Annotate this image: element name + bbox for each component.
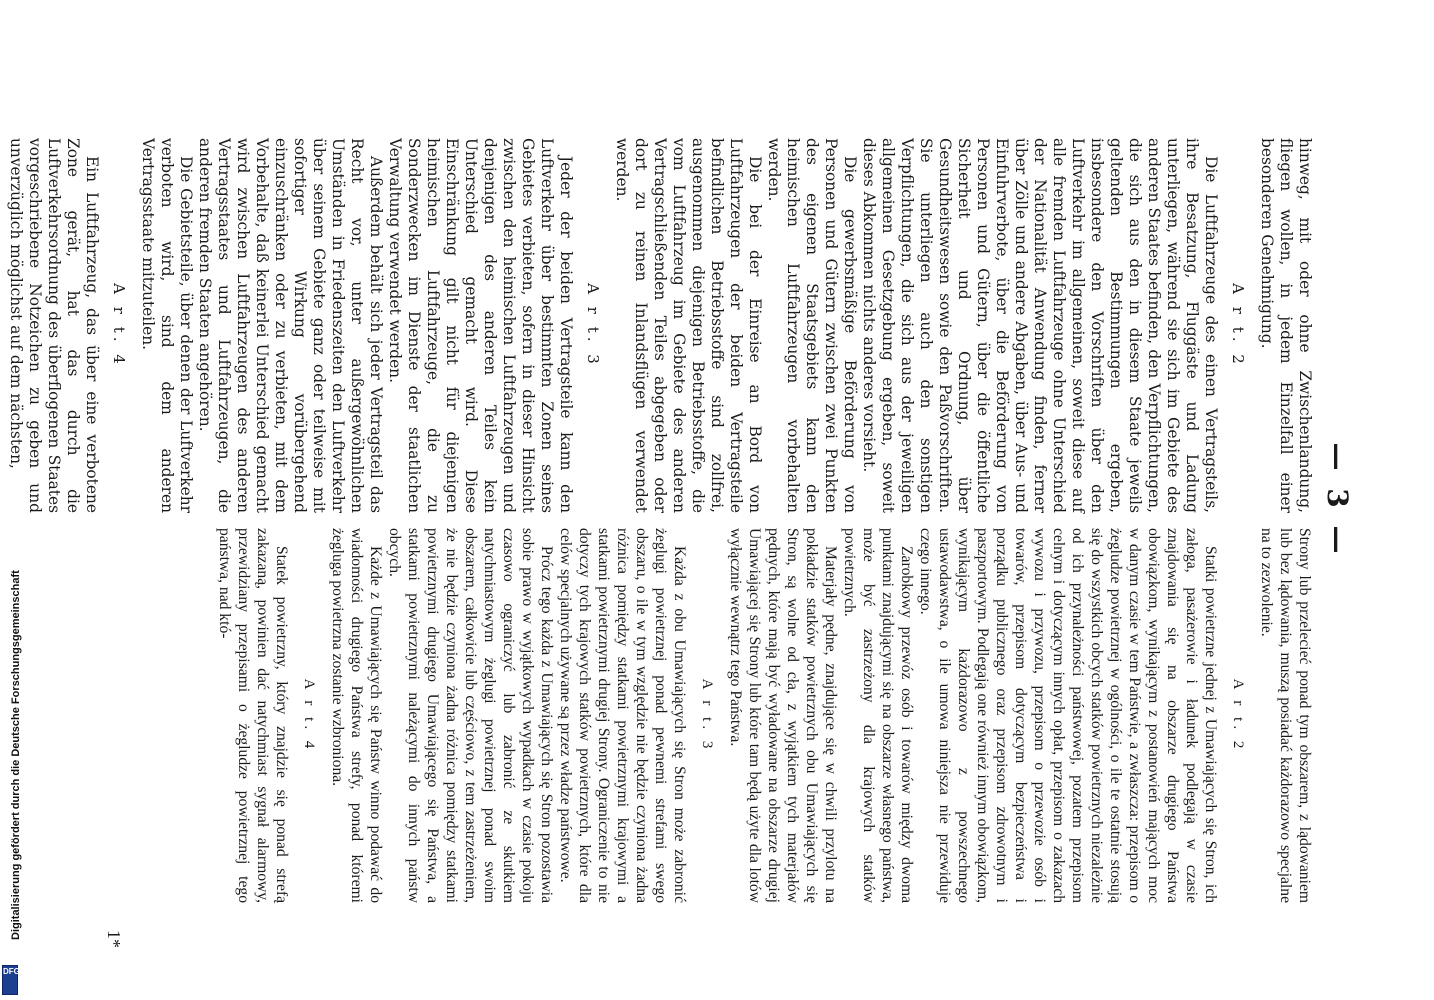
polish-art2-heading: A r t. 2 — [1230, 678, 1246, 753]
german-column — [6, 138, 1314, 513]
german-art2-paragraph-2: Die gewerbsmäßige Beförderung von Personen und Gütern zwischen zwei Punkten des eigenen Staatsgebiets kann den heimischen Luftfahrzeugen vorbehalten werden. — [765, 138, 859, 513]
polish-art3-paragraph-1: Każda z obu Umawiających się Stron może zabronić żeglugi powietrznej ponad pewnemi strefami swego obszaru, o ile w tym względzie nie będzie czyniona żadna różnica pomiędzy statkami powietrznymi krajowymi a statkami powietrznymi drugiej Strony. Ograniczenie to nie dotyczy tych krajowych statków powietrznych, które dla celów specjalnych używane są przez władze państwowe. — [557, 528, 688, 903]
german-art2-paragraph-3: Die bei der Einreise an Bord von Luftfahrzeugen der beiden Vertragsteile befindlichen Betriebsstoffe sind zollfrei, ausgenommen diejenigen Betriebsstoffe, die vom Luftfahrzeug im Gebiete des anderen Vertragschließenden Teiles abgegeben oder dort zu reinen Inlandsflügen verwendet werden. — [613, 138, 764, 513]
german-art3-paragraph-2: Außerdem behält sich jeder Vertragsteil das Recht vor, unter außergewöhnlichen Umständen in Friedenszeiten den Luftverkehr über seinem Gebiete ganz oder teilweise mit sofortiger Wirkung vorübergehend einzuschränken oder zu verbieten, mit dem Vorbehalte, daß keinerlei Unterschied gemacht wird zwischen Luftfahrzeugen des anderen Vertragsstaates und Luftfahrzeugen, die anderen fremden Staaten angehören. — [196, 138, 385, 513]
german-art3-paragraph-3: Die Gebietsteile, über denen der Luftverkehr verboten wird, sind dem anderen Vertragsstaate mitzuteilen. — [139, 138, 195, 513]
page-number: — 3 — — [1321, 442, 1354, 558]
polish-intro: Strony lub przelecieć ponad tym obszarem, z lądowaniem lub bez lądowania, muszą posiadać każdorazowo specjalne na to zezwolenie. — [1258, 528, 1313, 903]
polish-art2-paragraph-3: Materjały pędne, znajdujące się w chwili przylotu na pokładzie statków powietrznych obu Umawiających się Stron, są wolne od cła, z wyjątkiem tych materjałów pędnych, które mają być wyładowane na obszarze drugiej Umawiającej się Strony lub które tam będą użyte dla lotów wyłącznie wewnątrz tego Państwa. — [727, 528, 839, 903]
polish-art2-paragraph-1: Statki powietrzne jednej z Umawiających się Stron, ich załoga, pasażerowie i ładunek podlegają w czasie znajdowania się na obszarze drugiego Państwa obowiązkom, wynikającym z postanowień mających moc w danym czasie w tem Państwie, a zwłaszcza: przepisom o żegludze powietrznej w ogólności, o ile te ostatnie stosują się do wszystkich obcych statków powietrznych niezależnie od ich przynależności państwowej, pozatem przepisom celnym i dotyczącym innych opłat, przepisom o zakazach wywozu i przywozu, przepisom o przewozie osób i towarów, przepisom dotyczącym bezpieczeństwa i porządku publicznego oraz przepisom zdrowotnym i paszportowym. Podlegają one również innym obowiązkom, wynikającym każdorazowo z powszechnego ustawodawstwa, o ile umowa niniejsza nie przewiduje czego innego. — [917, 528, 1219, 903]
polish-art3-paragraph-3: Każde z Umawiających się Państw winno podawać do wiadomości drugiego Państwa strefy, ponad któremi żegluga powietrzna zostanie wzbroniona. — [329, 528, 384, 903]
german-art2-paragraph-1: Die Luftfahrzeuge des einen Vertragsteils, ihre Besatzung, Fluggäste und Ladung unterliegen, während sie sich im Gebiete des anderen Staates befinden, den Verpflichtungen, die sich aus den in diesem Staate jeweils geltenden Bestimmungen ergeben, insbesondere den Vorschriften über den Luftverkehr im allgemeinen, soweit diese auf alle fremden Luftfahrzeuge ohne Unterschied der Nationalität Anwendung finden, ferner über Zölle und andere Abgaben, über Aus- und Einfuhrverbote, über die Beförderung von Personen und Gütern, über die öffentliche Sicherheit und Ordnung, über Gesundheitswesen sowie den Paßvorschriften. Sie unterliegen auch den sonstigen Verpflichtungen, die sich aus der jeweiligen allgemeinen Gesetzgebung ergeben, soweit dieses Abkommen nichts anderes vorsieht. — [860, 138, 1220, 513]
digitization-note: Digitalisierung gefördert durch die Deutsche Forschungsgemeinschaft — [10, 570, 22, 940]
polish-art3-paragraph-2: Prócz tego każda z Umawiających się Stron pozostawia sobie prawo w wyjątkowych wypadkach w czasie pokoju czasowo ograniczyć lub zabronić ze skutkiem natychmiastowym żeglugi powietrznej ponad swoim obszarem, całkowicie lub częściowo, z tem zastrzeżeniem, że nie będzie czyniona żadna różnica pomiędzy statkami powietrznymi drugiego Umawiającego się Państwa, a statkami powietrznymi należącymi do innych państw obcych. — [386, 528, 555, 903]
polish-column — [215, 528, 1314, 903]
polish-art2-paragraph-2: Zarobkowy przewóz osób i towarów między dwoma punktami znajdującymi się na obszarze własnego państwa, może być zastrzeżony dla krajowych statków powietrznych. — [841, 528, 915, 903]
dfg-logo-text: DFG — [3, 967, 20, 976]
german-intro: hinweg, mit oder ohne Zwischenlandung, fliegen wollen, in jedem Einzelfall einer besonderen Genehmigung. — [1258, 138, 1314, 513]
polish-art4-heading: A r t. 4 — [301, 678, 317, 753]
polish-art3-heading: A r t. 3 — [699, 678, 715, 753]
german-art3-heading: A r t. 3 — [584, 283, 602, 368]
german-art4-heading: A r t. 4 — [110, 283, 128, 368]
german-art4-paragraph-1: Ein Luftfahrzeug, das über eine verbotene Zone gerät, hat das durch die Luftverkehrsordnung des überflogenen Staates vorgeschriebene Notzeichen zu geben und unverzüglich möglichst auf dem nächsten, — [7, 138, 101, 513]
sheet-signature: 1* — [104, 930, 124, 948]
dfg-logo-icon — [2, 965, 18, 995]
german-art3-paragraph-1: Jeder der beiden Vertragsteile kann den Luftverkehr über bestimmten Zonen seines Gebietes verbieten, sofern in dieser Hinsicht zwischen den heimischen Luftfahrzeugen und denjenigen des anderen Teiles kein Unterschied gemacht wird. Diese Einschränkung gilt nicht für diejenigen heimischen Luftfahrzeuge, die zu Sonderzwecken im Dienste der staatlichen Verwaltung verwendet werden. — [386, 138, 575, 513]
polish-art4-paragraph-1: Statek powietrzny, który znajdzie się ponad strefą zakazaną, powinien dać natychmiast sygnał alarmowy, przewidziany przepisami o żegludze powietrznej tego państwa, nad któ- — [216, 528, 290, 903]
german-art2-heading: A r t. 2 — [1229, 283, 1247, 368]
